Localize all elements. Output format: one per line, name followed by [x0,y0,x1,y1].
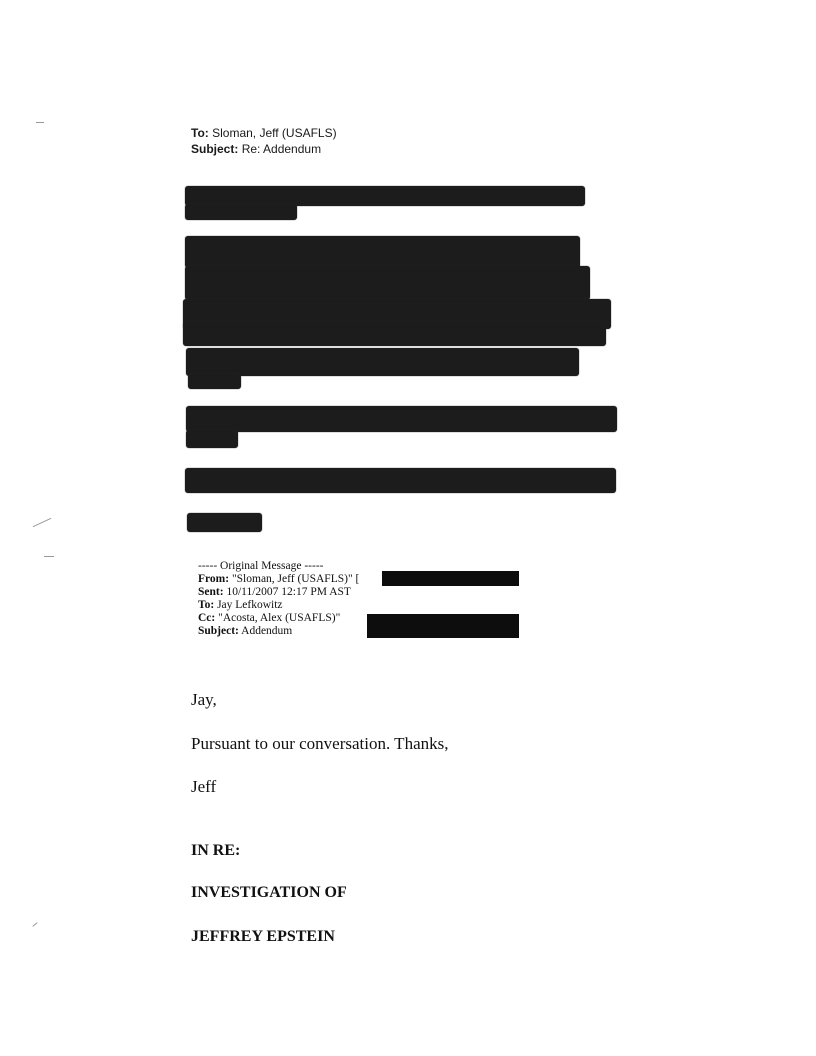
caption-subject-name: JEFFREY EPSTEIN [191,928,335,945]
redaction-box-cc [367,614,519,638]
subject-label: Subject: [191,142,239,156]
redaction-bar [188,374,241,389]
scan-speck [32,922,37,927]
original-subject-label: Subject: [198,625,239,637]
original-sent-value: 10/11/2007 12:17 PM AST [226,586,351,598]
original-from-line [198,573,359,586]
original-from-label: From: [198,573,230,585]
subject-value: Re: Addendum [241,142,322,156]
redaction-bar [185,468,616,493]
redaction-box-email [382,571,519,586]
redaction-bar [186,430,238,448]
message-text: Pursuant to our conversation. Thanks, [191,734,449,753]
scan-speck [36,122,44,123]
caption-investigation-of: INVESTIGATION OF [191,884,347,901]
original-to-label: To: [198,599,215,611]
redaction-bar [185,236,580,268]
original-to-value: Jay Lefkowitz [217,599,283,611]
original-sent-line [198,586,351,599]
redaction-bar [185,186,585,206]
scan-speck [33,518,52,527]
redaction-bar [186,406,617,432]
caption-in-re: IN RE: [191,842,241,859]
original-sent-label: Sent: [198,586,224,598]
to-label: To: [191,126,209,140]
subject-line [191,142,321,156]
to-line [191,126,337,140]
redaction-bar [186,348,579,376]
signature: Jeff [191,777,217,796]
to-value: Sloman, Jeff (USAFLS) [212,126,337,140]
redaction-bar [187,513,262,532]
redaction-bar [185,266,590,300]
original-from-value: "Sloman, Jeff (USAFLS)" [ [231,573,360,585]
greeting: Jay, [191,690,217,709]
original-cc-label: Cc: [198,612,216,624]
original-cc-line [198,612,340,625]
scan-speck [44,556,54,557]
original-message-divider: ----- Original Message ----- [198,560,324,572]
original-subject-line [198,625,292,638]
original-to-line [198,599,283,612]
redaction-bar [183,322,606,346]
original-cc-value: "Acosta, Alex (USAFLS)" [218,612,341,624]
original-subject-value: Addendum [241,625,293,637]
redaction-bar [185,204,297,220]
